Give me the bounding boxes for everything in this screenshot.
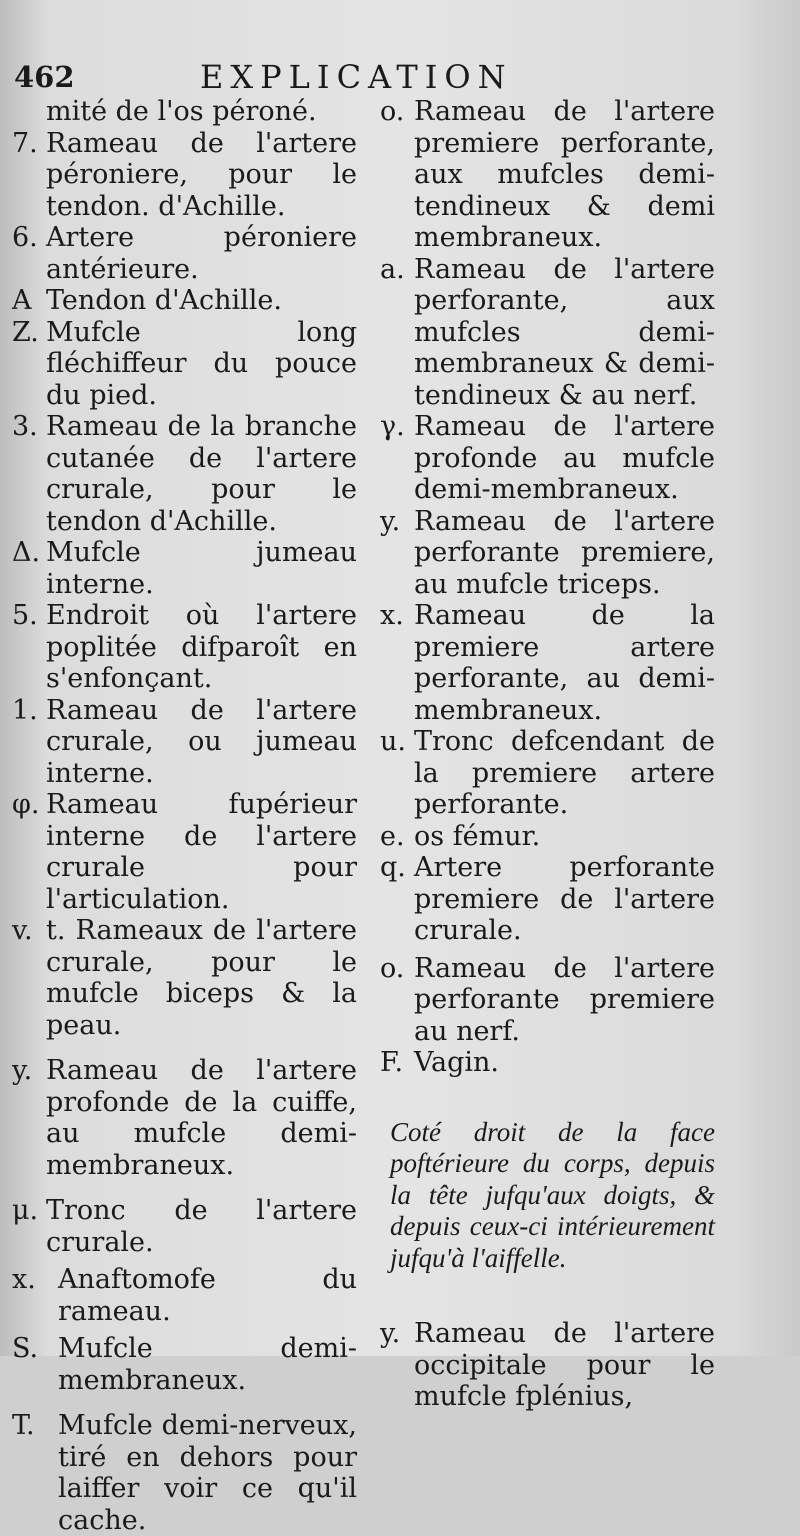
entry-marker: e. bbox=[380, 820, 405, 852]
spacer bbox=[12, 1041, 357, 1055]
list-item bbox=[380, 953, 715, 1048]
list-item bbox=[12, 128, 357, 223]
entry-text: Rameau de l'artere perforante, aux mufcles demi-membraneux & demi-tendineux & au nerf. bbox=[414, 253, 715, 411]
entry-marker: μ. bbox=[12, 1195, 39, 1226]
entry-marker: y. bbox=[12, 1055, 33, 1086]
entry-marker: 7. bbox=[12, 127, 38, 159]
right-column bbox=[380, 96, 715, 1413]
entry-text: Tronc de l'artere crurale. bbox=[46, 1195, 357, 1258]
list-item bbox=[12, 915, 357, 1041]
list-item bbox=[12, 1055, 357, 1181]
list-item bbox=[12, 1264, 357, 1327]
list-item bbox=[380, 506, 715, 601]
left-column bbox=[12, 96, 357, 1536]
entry-text: t. Rameaux de l'artere crurale, pour le mufcle biceps & la peau. bbox=[46, 915, 357, 1041]
entry-text: Rameau de l'artere profonde au mufcle demi-membraneux. bbox=[414, 411, 715, 505]
entry-marker: T. bbox=[12, 1410, 35, 1441]
entry-text: Rameau de l'artere perforante premiere, au mufcle triceps. bbox=[414, 505, 715, 600]
entry-text: Rameau de l'artere crurale, ou jumeau interne. bbox=[46, 694, 357, 789]
entry-text: Tronc defcendant de la premiere artere perforante. bbox=[414, 726, 715, 820]
page-number: 462 bbox=[14, 60, 75, 94]
list-item bbox=[12, 600, 357, 695]
list-item bbox=[380, 600, 715, 726]
entry-text: Rameau de l'artere premiere perforante, aux mufcles demi-tendineux & demi membraneux. bbox=[414, 96, 715, 253]
entry-marker: y. bbox=[380, 1318, 401, 1349]
entry-text: Rameau fupérieur interne de l'artere crurale pour l'articulation. bbox=[46, 789, 357, 915]
list-item bbox=[12, 285, 357, 317]
list-item bbox=[380, 411, 715, 506]
entry-text: Anaftomofe du rameau. bbox=[58, 1264, 357, 1327]
entry-marker: u. bbox=[380, 726, 406, 757]
list-item bbox=[380, 1318, 715, 1413]
entry-marker: 1. bbox=[12, 694, 38, 726]
entry-text: Vagin. bbox=[414, 1047, 500, 1078]
page-header bbox=[14, 58, 714, 98]
entry-marker: v. bbox=[12, 915, 33, 946]
entry-marker: y. bbox=[380, 505, 401, 537]
entry-text: Mufcle demi-membraneux. bbox=[58, 1333, 357, 1396]
list-item bbox=[12, 1333, 357, 1396]
entry-marker: q. bbox=[380, 852, 406, 883]
section-heading: Coté droit de la face poftérieure du corps, depuis la tête jufqu'aux doigts, & depuis ceux-ci intérieurement jufqu'à l'aiffelle. bbox=[390, 1116, 715, 1273]
entry-marker: x. bbox=[380, 600, 404, 631]
entry-text: Rameau de l'artere occipitale pour le mufcle fplénius, bbox=[414, 1318, 715, 1412]
entry-text: Mufcle demi-nerveux, tiré en dehors pour laiffer voir ce qu'il cache. bbox=[58, 1410, 357, 1536]
entry-marker: 5. bbox=[12, 600, 38, 631]
list-item bbox=[12, 695, 357, 790]
list-item bbox=[380, 726, 715, 821]
entry-text: os fémur. bbox=[414, 820, 541, 852]
list-item bbox=[12, 1195, 357, 1258]
entry-text: Mufcle jumeau interne. bbox=[46, 537, 357, 600]
entry-marker: x. bbox=[12, 1264, 36, 1295]
entry-text: Artere péroniere antérieure. bbox=[46, 222, 357, 285]
list-item bbox=[380, 254, 715, 412]
list-item bbox=[12, 222, 357, 285]
entry-text: Tendon d'Achille. bbox=[46, 285, 282, 316]
entry-marker: F. bbox=[380, 1047, 404, 1078]
entry-marker: S. bbox=[12, 1333, 39, 1364]
entry-marker: γ. bbox=[380, 411, 405, 442]
entry-text: Artere perforante premiere de l'artere crurale. bbox=[414, 852, 715, 946]
entry-marker: Z. bbox=[12, 316, 39, 348]
entry-text: Rameau de la branche cutanée de l'artere crurale, pour le tendon d'Achille. bbox=[46, 411, 357, 537]
entry-text: Mufcle long fléchiffeur du pouce du pied. bbox=[46, 316, 357, 411]
entry-text: Rameau de la premiere artere perforante, au demi-membraneux. bbox=[414, 600, 715, 726]
list-item bbox=[12, 789, 357, 915]
entry-marker: 3. bbox=[12, 411, 38, 442]
entry-marker: A bbox=[12, 285, 32, 316]
entry-marker: Δ. bbox=[12, 537, 41, 568]
entry-marker: 6. bbox=[12, 222, 38, 253]
list-item bbox=[380, 1047, 715, 1079]
list-item bbox=[380, 821, 715, 853]
entry-text: Rameau de l'artere perforante premiere au nerf. bbox=[414, 952, 715, 1047]
entry-marker: o. bbox=[380, 96, 405, 127]
entry-marker: φ. bbox=[12, 789, 40, 820]
running-title: EXPLICATION bbox=[200, 58, 513, 96]
entry-marker: o. bbox=[380, 952, 405, 984]
spacer bbox=[12, 1181, 357, 1195]
spacer bbox=[12, 1396, 357, 1410]
list-item bbox=[12, 411, 357, 537]
entry-marker: a. bbox=[380, 253, 405, 285]
list-item bbox=[380, 852, 715, 947]
list-item bbox=[12, 537, 357, 600]
entry-text: Rameau de l'artere péroniere, pour le tendon. d'Achille. bbox=[46, 127, 357, 222]
entry-text: Rameau de l'artere profonde de la cuiffe, au mufcle demi-membraneux. bbox=[46, 1055, 357, 1181]
entry-text: Endroit où l'artere poplitée difparoît en s'enfonçant. bbox=[46, 600, 357, 694]
continuation-text: mité de l'os péroné. bbox=[46, 96, 317, 127]
list-item bbox=[12, 317, 357, 412]
list-item bbox=[12, 1410, 357, 1536]
list-item bbox=[380, 96, 715, 254]
